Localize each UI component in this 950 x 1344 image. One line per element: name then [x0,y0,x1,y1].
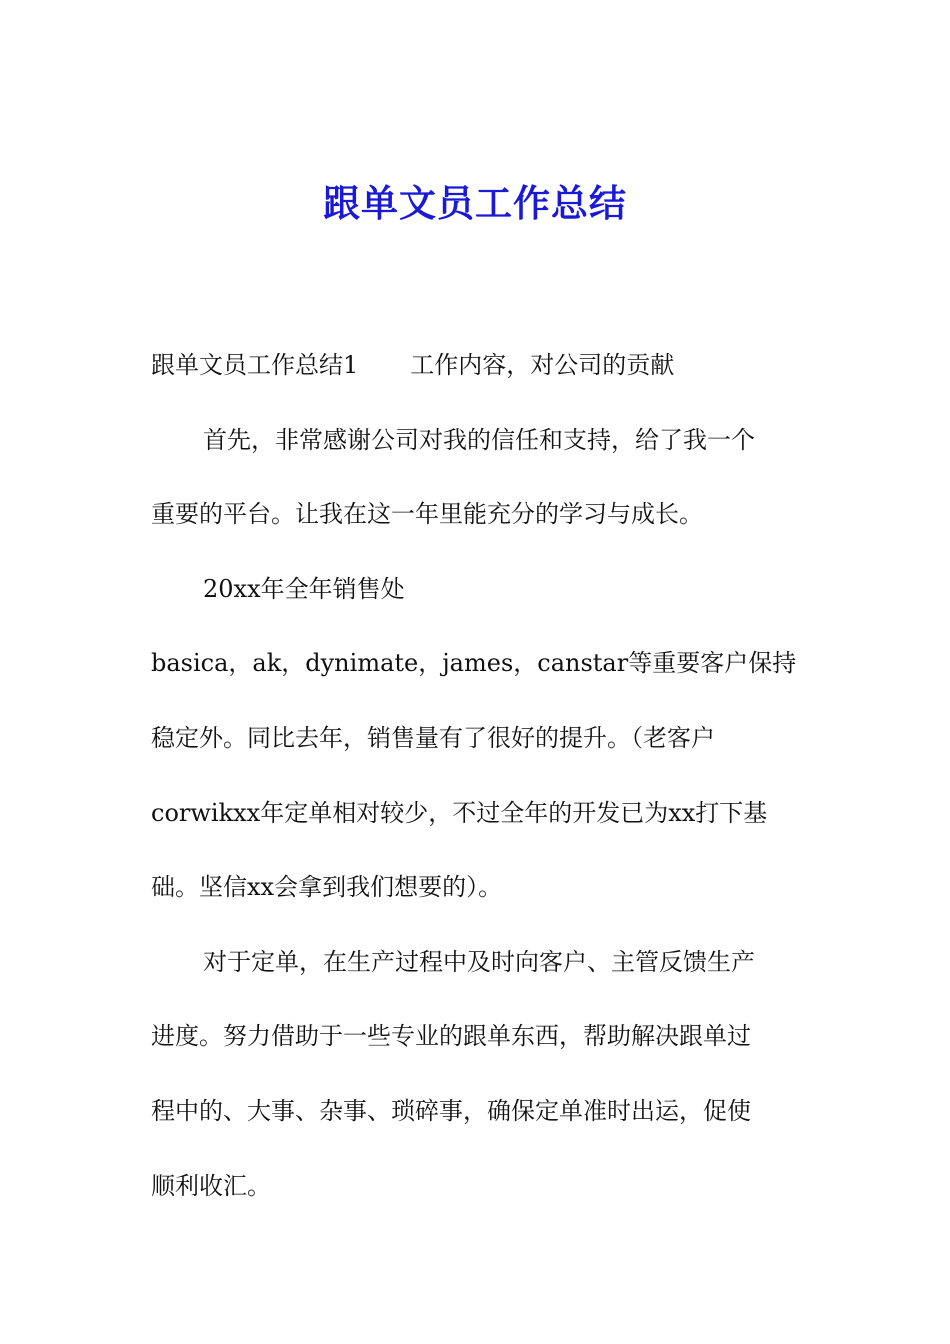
section-heading-line [151,328,811,403]
paragraph-line: 20xx年全年销售处 [203,574,405,603]
paragraph-line: corwikxx年定单相对较少，不过全年的开发已为xx打下基 [151,798,768,827]
paragraph-line: 对于定单，在生产过程中及时向客户、主管反馈生产 [203,947,755,976]
paragraph-line: 顺利收汇。 [151,1171,271,1200]
paragraph-line: 稳定外。同比去年，销售量有了很好的提升。（老客户 [151,723,715,752]
paragraph-line: 础。坚信xx会拿到我们想要的）。 [151,873,503,902]
paragraph-line: 程中的、大事、杂事、琐碎事，确保定单准时出运，促使 [151,1096,751,1125]
paragraph-line: basica，ak，dynimate，james，canstar等重要客户保持 [151,649,797,678]
paragraph-line: 首先，非常感谢公司对我的信任和支持，给了我一个 [203,425,755,454]
section-heading: 跟单文员工作总结1 [151,351,359,379]
paragraph-line: 重要的平台。让我在这一年里能充分的学习与成长。 [151,500,703,529]
document-title: 跟单文员工作总结 [323,181,627,225]
document-body [151,328,811,1223]
paragraph-line: 进度。努力借助于一些专业的跟单东西，帮助解决跟单过 [151,1022,751,1051]
section-subheading: 工作内容，对公司的贡献 [410,351,675,379]
